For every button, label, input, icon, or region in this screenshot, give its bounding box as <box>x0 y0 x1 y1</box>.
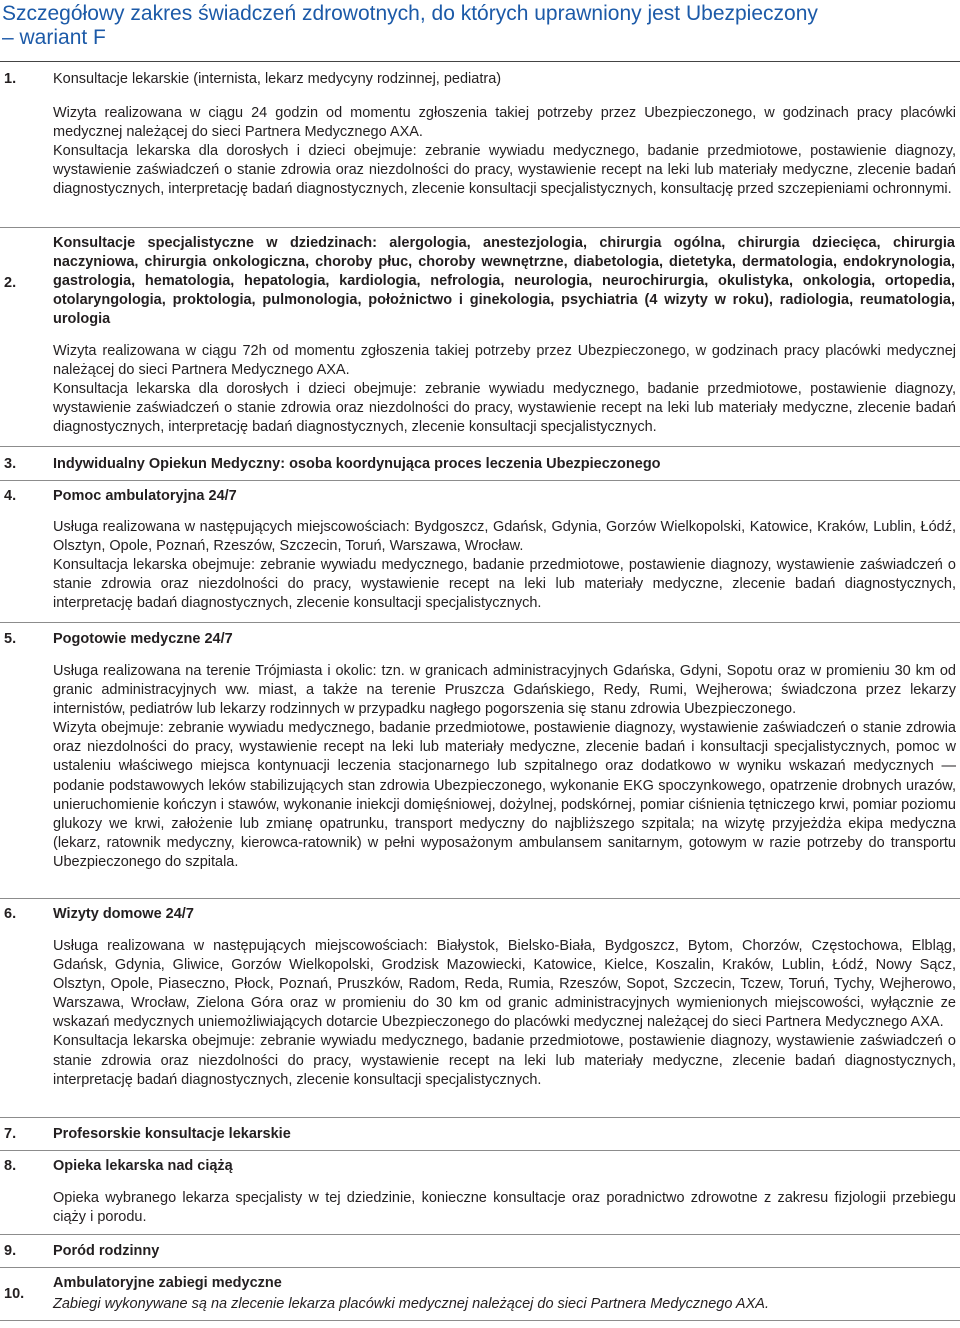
section-number: 3. <box>4 456 17 472</box>
section-number: 2. <box>4 275 17 291</box>
section-heading: Pomoc ambulatoryjna 24/7 <box>53 488 237 504</box>
divider <box>0 446 960 447</box>
paragraph: Zabiegi wykonywane są na zlecenie lekarza placówki medycznej należącej do sieci Partnera Medycznego AXA. <box>53 1296 769 1312</box>
divider <box>0 61 960 62</box>
section-body <box>53 1295 956 1314</box>
divider <box>0 1320 960 1321</box>
section-heading: Indywidualny Opiekun Medyczny: osoba koordynująca proces leczenia Ubezpieczonego <box>53 456 661 472</box>
section-number: 1. <box>4 71 17 87</box>
section-body <box>53 937 956 1090</box>
paragraph: Wizyta obejmuje: zebranie wywiadu medycznego, badanie przedmiotowe, postawienie diagnozy, wystawienie zaświadczeń o stanie zdrowia oraz niezdolności do pracy, wystawienie recept na leki lub materiały medyczne, zlecenie badań i konsultacji specjalistycznych, pomoc w ustaleniu właściwego miejsca kontynuacji leczenia stacjonarnego lub szpitalnego oraz dodatkowo w wyniku wskazań medycznych — podanie podstawowych leków stabilizujących stan zdrowia Ubezpieczonego, wykonanie EKG spoczynkowego, opatrzenie drobnych urazów, unieruchomienie kończyn i stawów, wykonanie iniekcji domięśniowej, dożylnej, podskórnej, pomiar ciśnienia tętniczego krwi, pomiar poziomu glukozy we krwi, założenie lub zmianę opatrunku, transport medyczny do najbliższego szpitala; na wizytę przyjeżdża ekipa medyczna (lekarz, ratownik medyczny, kierowca-ratownik) w pełni wyposażonym ambulansem sanitarnym, gotowym w razie potrzeby do transportu Ubezpieczonego do szpitala. <box>53 720 956 870</box>
divider <box>0 622 960 623</box>
page-title-line-1: Szczegółowy zakres świadczeń zdrowotnych, do których uprawniony jest Ubezpieczony <box>2 2 818 25</box>
paragraph: Konsultacja lekarska dla dorosłych i dzieci obejmuje: zebranie wywiadu medycznego, badanie przedmiotowe, postawienie diagnozy, wystawienie zaświadczeń o stanie zdrowia oraz niezdolności do pracy, wystawienie recept na leki lub materiały medyczne, zlecenie badań diagnostycznych, interpretację badań diagnostycznych, zlecenie konsultacji specjalistycznych. <box>53 381 956 436</box>
section-heading: Pogotowie medyczne 24/7 <box>53 631 233 647</box>
divider <box>0 1267 960 1268</box>
section-number: 8. <box>4 1158 17 1174</box>
section-body <box>53 518 956 613</box>
paragraph: Konsultacja lekarska obejmuje: zebranie wywiadu medycznego, badanie przedmiotowe, postawienie diagnozy, wystawienie zaświadczeń o stanie zdrowia oraz niezdolności do pracy, wystawienie recept na leki lub materiały medyczne, zlecenie badań diagnostycznych, interpretację badań diagnostycznych, zlecenie konsultacji specjalistycznych. <box>53 557 956 612</box>
paragraph: Konsultacja lekarska dla dorosłych i dzieci obejmuje: zebranie wywiadu medycznego, badanie przedmiotowe, postawienie diagnozy, wystawienie zaświadczeń o stanie zdrowia oraz niezdolności do pracy, wystawienie recept na leki lub materiały medyczne, zlecenie badań diagnostycznych, interpretację badań diagnostycznych, zlecenie konsultacji specjalistycznych, konsultację przed szczepieniami ochronnymi. <box>53 143 956 198</box>
section-number: 7. <box>4 1126 17 1142</box>
section-number: 9. <box>4 1243 17 1259</box>
paragraph: Opieka wybranego lekarza specjalisty w tej dziedzinie, konieczne konsultacje oraz poradnictwo zdrowotne z zakresu fizjologii przebiegu ciąży i porodu. <box>53 1190 956 1226</box>
section-number: 10. <box>4 1286 25 1302</box>
paragraph: Wizyta realizowana w ciągu 72h od momentu zgłoszenia takiej potrzeby przez Ubezpieczonego, w godzinach pracy placówki medycznej należącej do sieci Partnera Medycznego AXA. <box>53 343 956 379</box>
divider <box>0 227 960 228</box>
section-number: 4. <box>4 488 17 504</box>
divider <box>0 1150 960 1151</box>
section-body <box>53 104 956 199</box>
section-number: 6. <box>4 906 17 922</box>
section-heading: Ambulatoryjne zabiegi medyczne <box>53 1275 282 1291</box>
paragraph: Usługa realizowana w następujących miejscowościach: Białystok, Bielsko-Biała, Bydgoszcz, Bytom, Chorzów, Częstochowa, Elbląg, Gdańsk, Gdynia, Gliwice, Gorzów Wielkopolski, Grodzisk Mazowiecki, Katowice, Kielce, Koszalin, Kraków, Lublin, Łódź, Nowy Sącz, Olsztyn, Opole, Piaseczno, Płock, Poznań, Pruszków, Radom, Reda, Rumia, Rzeszów, Sopot, Szczecin, Tczew, Toruń, Tychy, Wejherowo, Warszawa, Wrocław, Zielona Góra oraz w promieniu do 30 km od granic administracyjnych wymienionych miejscowości, wyłącznie ze wskazań medycznych uniemożliwiających dotarcie Ubezpieczonego do placówki medycznej należącej do sieci Partnera Medycznego AXA. <box>53 938 956 1031</box>
page-title <box>2 2 942 50</box>
section-heading: Konsultacje lekarskie (internista, lekarz medycyny rodzinnej, pediatra) <box>53 71 502 87</box>
divider <box>0 480 960 481</box>
paragraph: Wizyta realizowana w ciągu 24 godzin od momentu zgłoszenia takiej potrzeby przez Ubezpieczonego, w godzinach pracy placówki medycznej należącej do sieci Partnera Medycznego AXA. <box>53 105 956 141</box>
section-body <box>53 1189 956 1227</box>
section-heading: Profesorskie konsultacje lekarskie <box>53 1126 291 1142</box>
section-number: 5. <box>4 631 17 647</box>
section-heading: Poród rodzinny <box>53 1243 160 1259</box>
page-title-line-2: – wariant F <box>2 26 106 49</box>
section-body <box>53 342 956 437</box>
paragraph: Usługa realizowana w następujących miejscowościach: Bydgoszcz, Gdańsk, Gdynia, Gorzów Wielkopolski, Katowice, Kraków, Lublin, Łódź, Olsztyn, Opole, Poznań, Rzeszów, Szczecin, Toruń, Warszawa, Wrocław. <box>53 519 956 555</box>
section-heading: Opieka lekarska nad ciążą <box>53 1158 233 1174</box>
section-body <box>53 662 956 872</box>
divider <box>0 898 960 899</box>
section-heading: Konsultacje specjalistyczne w dziedzinach: alergologia, anestezjologia, chirurgia ogólna, chirurgia dziecięca, chirurgia naczyniowa, chirurgia onkologiczna, choroby płuc, choroby wewnętrzne, diabetologia, dietetyka, dermatologia, endokrynologia, gastrologia, hematologia, hepatologia, kardiologia, nefrologia, neurologia, neurochirurgia, okulistyka, onkologia, ortopedia, otolaryngologia, proktologia, pulmonologia, położnictwo i ginekologia, psychiatria (4 wizyty w roku), radiologia, reumatologia, urologia <box>53 235 955 327</box>
section-heading: Wizyty domowe 24/7 <box>53 906 194 922</box>
divider <box>0 1234 960 1235</box>
paragraph: Konsultacja lekarska obejmuje: zebranie wywiadu medycznego, badanie przedmiotowe, postawienie diagnozy, wystawienie zaświadczeń o stanie zdrowia oraz niezdolności do pracy, wystawienie recept na leki lub materiały medyczne, zlecenie badań diagnostycznych, interpretację badań diagnostycznych, zlecenie konsultacji specjalistycznych. <box>53 1033 956 1088</box>
divider <box>0 1117 960 1118</box>
paragraph: Usługa realizowana na terenie Trójmiasta i okolic: tzn. w granicach administracyjnych Gdańska, Gdyni, Sopotu oraz w promieniu 30 km od granic administracyjnych ww. miast, a także na terenie Pruszcza Gdańskiego, Redy, Rumi, Wejherowa; świadczona przez lekarzy internistów, pediatrów lub lekarzy rodzinnych w przypadku nagłego pogorszenia się stanu zdrowia Ubezpieczonego. <box>53 663 956 718</box>
